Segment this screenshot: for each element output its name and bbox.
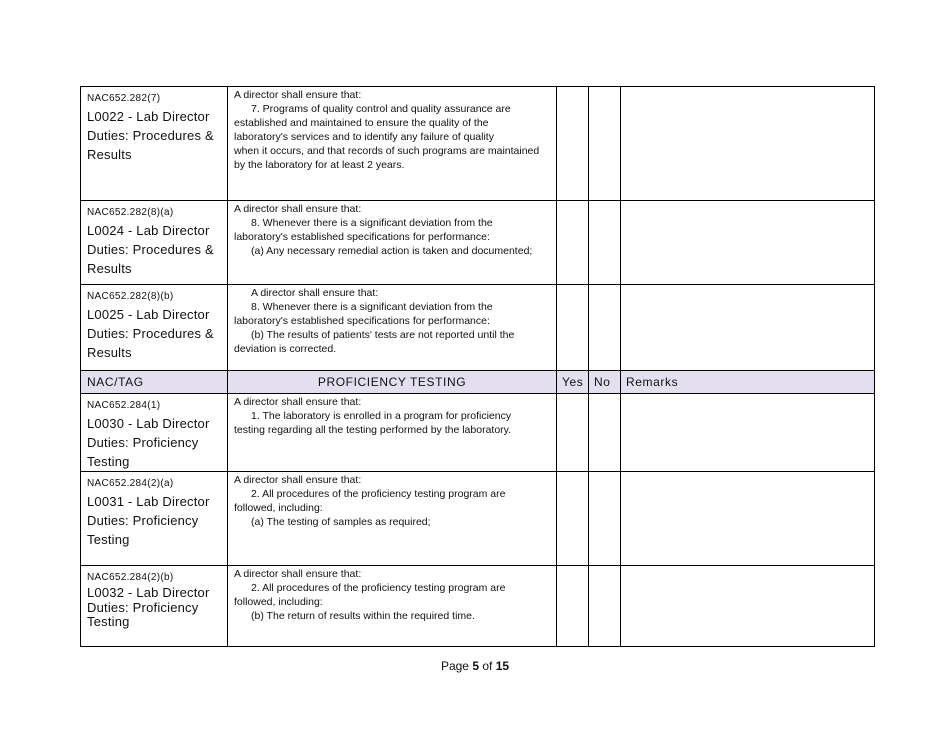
table-row [81, 472, 875, 566]
tag-title-line: Duties: Proficiency [87, 513, 199, 528]
requirement-line: A director shall ensure that: [234, 474, 362, 486]
remarks-cell[interactable] [621, 285, 875, 371]
tag-title-line: Results [87, 261, 132, 276]
tag-title-line: Duties: Procedures & [87, 128, 214, 143]
tag-title-line: L0024 - Lab Director [87, 223, 210, 238]
tag-title-line: L0031 - Lab Director [87, 494, 210, 509]
requirement-cell [228, 87, 557, 201]
requirement-cell [228, 472, 557, 566]
requirement-line: by the laboratory for at least 2 years. [234, 159, 405, 171]
requirement-line: testing regarding all the testing performed by the laboratory. [234, 424, 512, 436]
table-row [81, 394, 875, 472]
remarks-cell[interactable] [621, 87, 875, 201]
remarks-cell[interactable] [621, 566, 875, 647]
nac-code: NAC652.284(1) [87, 400, 161, 411]
requirement-line: 8. Whenever there is a significant deviation from the [251, 217, 493, 229]
requirement-cell [228, 394, 557, 472]
requirement-line: 1. The laboratory is enrolled in a program for proficiency [251, 410, 512, 422]
no-cell[interactable] [589, 472, 621, 566]
page-of: of [479, 659, 496, 673]
tag-title-line: Testing [87, 532, 130, 547]
yes-cell[interactable] [557, 566, 589, 647]
nac-tag-cell [81, 87, 228, 201]
tag-title-line: L0022 - Lab Director [87, 109, 210, 124]
tag-title-line: Testing [87, 454, 130, 469]
remarks-cell[interactable] [621, 201, 875, 285]
requirement-line: A director shall ensure that: [234, 396, 362, 408]
nac-code: NAC652.282(8)(a) [87, 207, 174, 218]
tag-title-line: Testing [87, 614, 130, 629]
remarks-cell[interactable] [621, 394, 875, 472]
yes-cell[interactable] [557, 285, 589, 371]
nac-code: NAC652.282(8)(b) [87, 291, 174, 302]
yes-cell[interactable] [557, 394, 589, 472]
requirement-line: A director shall ensure that: [251, 287, 379, 299]
header-remarks: Remarks [621, 371, 875, 394]
requirement-line: 7. Programs of quality control and quality assurance are [251, 103, 511, 115]
tag-title-line: Duties: Proficiency [87, 599, 199, 615]
requirement-line: laboratory's established specifications for performance: [234, 231, 490, 243]
header-section-title: PROFICIENCY TESTING [228, 371, 557, 394]
requirement-line: followed, including: [234, 502, 323, 514]
tag-title-line: L0025 - Lab Director [87, 307, 210, 322]
remarks-cell[interactable] [621, 472, 875, 566]
no-cell[interactable] [589, 394, 621, 472]
requirement-line: (a) The testing of samples as required; [251, 516, 431, 528]
section-header-row [81, 371, 875, 394]
yes-cell[interactable] [557, 472, 589, 566]
requirement-line: 8. Whenever there is a significant deviation from the [251, 301, 493, 313]
nac-code: NAC652.282(7) [87, 93, 161, 104]
page-current: 5 [472, 659, 479, 673]
page-label: Page [440, 659, 473, 673]
requirement-line: 2. All procedures of the proficiency testing program are [251, 582, 506, 594]
table-row [81, 285, 875, 371]
no-cell[interactable] [589, 201, 621, 285]
nac-tag-cell [81, 566, 228, 647]
requirement-line: followed, including: [234, 596, 323, 608]
yes-cell[interactable] [557, 87, 589, 201]
no-cell[interactable] [589, 285, 621, 371]
page-footer [0, 659, 950, 673]
tag-title-line: Duties: Procedures & [87, 242, 214, 257]
header-no: No [589, 371, 621, 394]
tag-title-line: Results [87, 147, 132, 162]
page-total: 15 [495, 659, 510, 673]
requirement-line: laboratory's established specifications for performance: [234, 315, 490, 327]
requirement-line: when it occurs, and that records of such programs are maintained [234, 145, 540, 157]
tag-title-line: L0030 - Lab Director [87, 416, 210, 431]
requirement-cell [228, 566, 557, 647]
header-yes: Yes [557, 371, 589, 394]
requirement-line: (a) Any necessary remedial action is taken and documented; [251, 245, 533, 257]
nac-tag-cell [81, 201, 228, 285]
table-row [81, 566, 875, 647]
requirement-cell [228, 201, 557, 285]
no-cell[interactable] [589, 566, 621, 647]
header-nac-tag: NAC/TAG [81, 371, 228, 394]
requirement-line: A director shall ensure that: [234, 203, 362, 215]
requirement-cell [228, 285, 557, 371]
tag-title-line: Results [87, 345, 132, 360]
no-cell[interactable] [589, 87, 621, 201]
yes-cell[interactable] [557, 201, 589, 285]
requirement-line: established and maintained to ensure the quality of the [234, 117, 489, 129]
tag-title-line: Duties: Procedures & [87, 326, 214, 341]
requirement-line: deviation is corrected. [234, 343, 337, 355]
requirement-line: laboratory's services and to identify any failure of quality [234, 131, 494, 143]
requirement-line: A director shall ensure that: [234, 89, 362, 101]
tag-title-line: Duties: Proficiency [87, 435, 199, 450]
nac-tag-cell [81, 285, 228, 371]
requirement-line: (b) The results of patients' tests are not reported until the [251, 329, 515, 341]
requirement-line: 2. All procedures of the proficiency testing program are [251, 488, 506, 500]
requirement-line: (b) The return of results within the required time. [251, 610, 475, 622]
nac-code: NAC652.284(2)(a) [87, 478, 174, 489]
checklist-table [80, 86, 875, 647]
requirement-line: A director shall ensure that: [234, 568, 362, 580]
table-row [81, 87, 875, 201]
table-row [81, 201, 875, 285]
nac-tag-cell [81, 394, 228, 472]
tag-title-line: L0032 - Lab Director [87, 585, 210, 600]
nac-code: NAC652.284(2)(b) [87, 572, 174, 583]
nac-tag-cell [81, 472, 228, 566]
